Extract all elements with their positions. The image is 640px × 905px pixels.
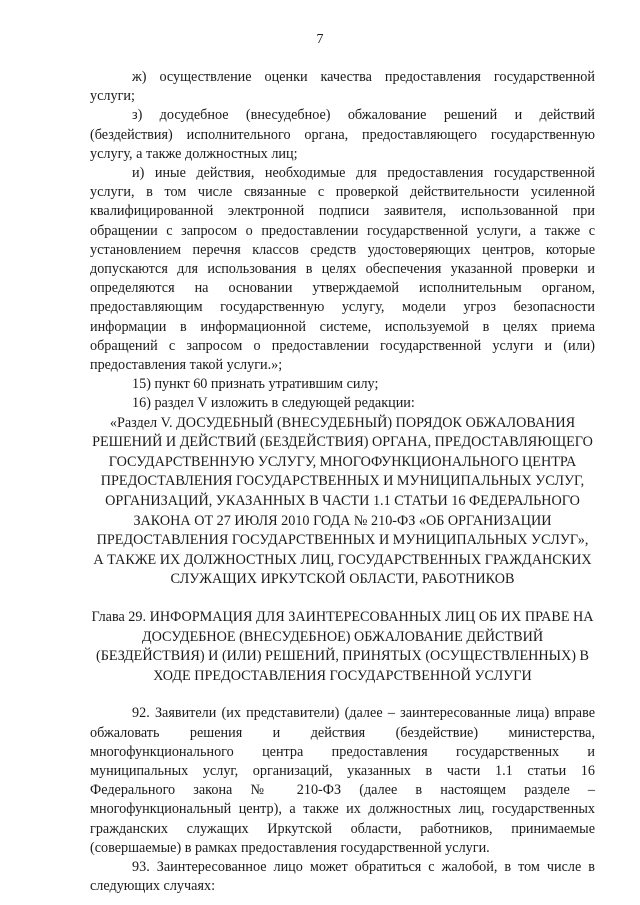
chapter-title: Глава 29. ИНФОРМАЦИЯ ДЛЯ ЗАИНТЕРЕСОВАННЫХ ЛИЦ ОБ ИХ ПРАВЕ НА ДОСУДЕБНОЕ (ВНЕСУДЕБНОЕ) ОБЖАЛОВАНИЕ ДЕЙСТВИЙ (БЕЗДЕЙСТВИЯ) И (ИЛИ) РЕШЕНИЙ, ПРИНЯТЫХ (ОСУЩЕСТВЛЕННЫХ) В ХОДЕ ПРЕДОСТАВЛЕНИЯ ГОСУДАРСТВЕННОЙ УСЛУГИ <box>91 609 594 684</box>
document-body <box>90 68 595 896</box>
paragraph-93: 93. Заинтересованное лицо может обратиться с жалобой, в том числе в следующих случаях: <box>90 859 595 895</box>
spacer <box>90 686 595 704</box>
section-title: «Раздел V. ДОСУДЕБНЫЙ (ВНЕСУДЕБНЫЙ) ПОРЯДОК ОБЖАЛОВАНИЯ РЕШЕНИЙ И ДЕЙСТВИЙ (БЕЗДЕЙСТВИЯ) ОРГАНА, ПРЕДОСТАВЛЯЮЩЕГО ГОСУДАРСТВЕННУЮ УСЛУГУ, МНОГОФУНКЦИОНАЛЬНОГО ЦЕНТРА ПРЕДОСТАВЛЕНИЯ ГОСУДАРСТВЕННЫХ И МУНИЦИПАЛЬНЫХ УСЛУГ, ОРГАНИЗАЦИЙ, УКАЗАННЫХ В ЧАСТИ 1.1 СТАТЬИ 16 ФЕДЕРАЛЬНОГО ЗАКОНА ОТ 27 ИЮЛЯ 2010 ГОДА № 210-ФЗ «ОБ ОРГАНИЗАЦИИ ПРЕДОСТАВЛЕНИЯ ГОСУДАРСТВЕННЫХ И МУНИЦИПАЛЬНЫХ УСЛУГ», А ТАКЖЕ ИХ ДОЛЖНОСТНЫХ ЛИЦ, ГОСУДАРСТВЕННЫХ ГРАЖДАНСКИХ СЛУЖАЩИХ ИРКУТСКОЙ ОБЛАСТИ, РАБОТНИКОВ <box>92 414 593 588</box>
page-number: 7 <box>316 32 324 47</box>
item-zh: ж) осуществление оценки качества предоставления государственной услуги; <box>90 69 595 105</box>
paragraph-92: 92. Заявители (их представители) (далее – заинтересованные лица) вправе обжаловать решения и действия (бездействие) министерства, многофункционального центра предоставления государственных и муниципальных услуг, организаций, указанных в части 1.1 статьи 16 Федерального закона № 210-ФЗ (далее в настоящем разделе – многофункциональный центр), а также их должностных лиц, государственных гражданских служащих Иркутской области, работников, принимаемые (совершаемые) в рамках предоставления государственной услуги. <box>90 705 595 856</box>
item-i: и) иные действия, необходимые для предоставления государственной услуги, в том числе связанные с проверкой действительности усиленной квалифицированной электронной подписи заявителя, использованной при обращении с запросом о предоставлении государственной услуги, а также с установлением перечня классов средств удостоверяющих центров, которые допускаются для использования в целях обеспечения указанной проверки и определяются на основании утверждаемой исполнительным органом, предоставляющим государственную услугу, модели угроз безопасности информации в информационной системе, используемой в целях приема обращений с запросом о предоставлении государственной услуги и (или) предоставления такой услуги.»; <box>90 165 595 374</box>
item-15: 15) пункт 60 признать утратившим силу; <box>132 376 379 393</box>
item-z: з) досудебное (внесудебное) обжалование решений и действий (бездействия) исполнительного органа, предоставляющего государственную услугу, а также должностных лиц; <box>90 107 595 162</box>
item-16: 16) раздел V изложить в следующей редакции: <box>132 395 415 412</box>
spacer <box>90 590 595 608</box>
